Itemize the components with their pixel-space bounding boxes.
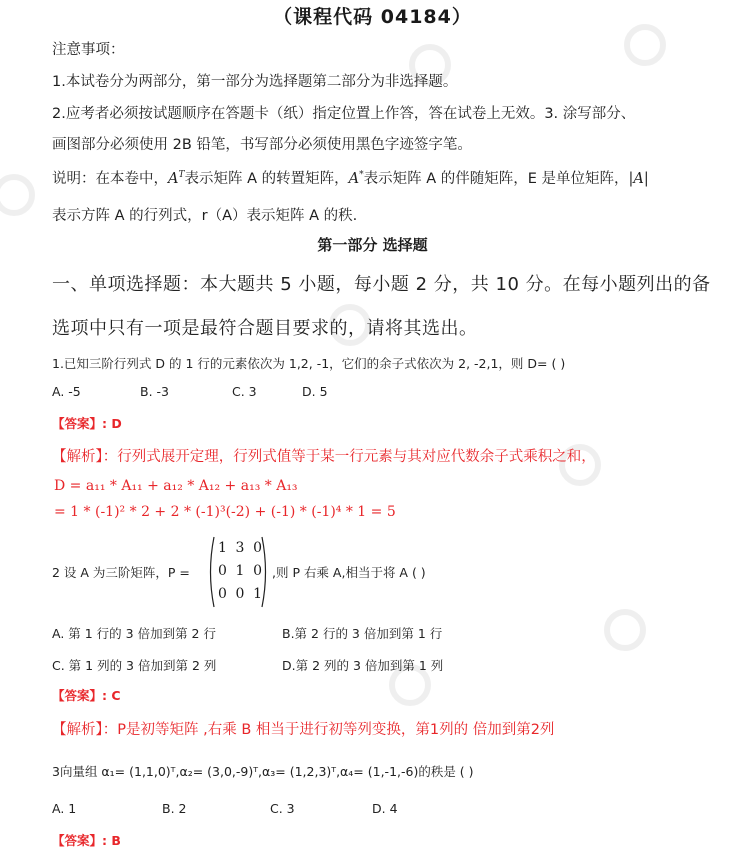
q2-analysis: 【解析】：P是初等矩阵 ,右乘 B 相当于进行初等列变换，第1列的 倍加到第2列 <box>52 722 555 738</box>
q1-formula-line-1: D = a₁₁ * A₁₁ + a₁₂ * A₁₂ + a₁₃ * A₁₃ <box>54 478 298 494</box>
explain-adjoint: 表示矩阵 A 的伴随矩阵，E 是单位矩阵， <box>363 171 629 187</box>
notation-explanation-line-1 <box>52 167 649 188</box>
notes-item-2-line-1: 2.应考者必须按试题顺序在答题卡（纸）指定位置上作答，答在试卷上无效。3. 涂写部分、 <box>52 106 636 122</box>
explain-prefix: 说明：在本卷中， <box>52 171 168 187</box>
q1-formula-line-2: = 1 * (-1)² * 2 + 2 * (-1)³(-2) + (-1) * (-1)⁴ * 1 = 5 <box>54 504 396 520</box>
course-code-title: （课程代码 04184） <box>273 6 472 28</box>
question-3-stem: 3向量组 α₁= (1,1,0)ᵀ,α₂= (3,0,-9)ᵀ,α₃= (1,2,3)ᵀ,α₄= (1,-1,-6)的秩是 ( ) <box>52 764 474 779</box>
q2-option-d: D.第 2 列的 3 倍加到第 1 列 <box>282 658 444 673</box>
matrix-row-2: 0 1 0 <box>218 563 262 579</box>
question-2-stem-prefix: 2 设 A 为三阶矩阵，P = <box>52 565 190 580</box>
matrix-p <box>206 535 270 609</box>
q1-option-d: D. 5 <box>302 384 328 399</box>
q1-option-c: C. 3 <box>232 384 257 399</box>
q1-option-b: B. -3 <box>140 384 169 399</box>
matrix-row-1: 1 3 0 <box>218 540 262 556</box>
q2-option-c: C. 第 1 列的 3 倍加到第 2 列 <box>52 658 217 673</box>
determinant-symbol: |A| <box>628 171 649 187</box>
q1-analysis: 【解析】：行列式展开定理，行列式值等于某一行元素与其对应代数余子式乘积之和， <box>52 449 596 465</box>
q2-answer: 【答案】: C <box>52 688 121 703</box>
q1-option-a: A. -5 <box>52 384 81 399</box>
q1-answer: 【答案】: D <box>52 416 122 431</box>
q2-option-a: A. 第 1 行的 3 倍加到第 2 行 <box>52 626 216 641</box>
q3-option-a: A. 1 <box>52 801 77 816</box>
q3-option-b: B. 2 <box>162 801 187 816</box>
part1-instructions-line-1: 一、单项选择题：本大题共 5 小题，每小题 2 分，共 10 分。在每小题列出的备 <box>52 274 711 295</box>
watermark-logo <box>0 170 40 220</box>
q2-option-b: B.第 2 行的 3 倍加到第 1 行 <box>282 626 443 641</box>
adjoint-symbol: A* <box>348 170 364 187</box>
notes-item-2-line-2: 画图部分必须使用 2B 铅笔，书写部分必须使用黑色字迹签字笔。 <box>52 137 472 153</box>
notes-heading: 注意事项： <box>52 42 125 58</box>
notes-item-1: 1.本试卷分为两部分，第一部分为选择题第二部分为非选择题。 <box>52 74 458 90</box>
watermark-logo <box>600 605 650 655</box>
q3-option-c: C. 3 <box>270 801 295 816</box>
matrix-row-3: 0 0 1 <box>218 586 262 602</box>
explain-transpose: 表示矩阵 A 的转置矩阵， <box>184 171 349 187</box>
transpose-symbol: $A^T$ <box>168 170 185 187</box>
notation-explanation-line-2: 表示方阵 A 的行列式，r（A）表示矩阵 A 的秩. <box>52 208 358 224</box>
section-title: 第一部分 选择题 <box>317 236 428 254</box>
question-1-stem: 1.已知三阶行列式 D 的 1 行的元素依次为 1,2, -1，它们的余子式依次为 2, -2,1，则 D= ( ) <box>52 356 566 371</box>
question-2-stem-suffix: ,则 P 右乘 A,相当于将 A ( ) <box>272 565 426 580</box>
part1-instructions-line-2: 选项中只有一项是最符合题目要求的，请将其选出。 <box>52 318 478 339</box>
q3-answer: 【答案】: B <box>52 833 121 848</box>
q3-option-d: D. 4 <box>372 801 398 816</box>
